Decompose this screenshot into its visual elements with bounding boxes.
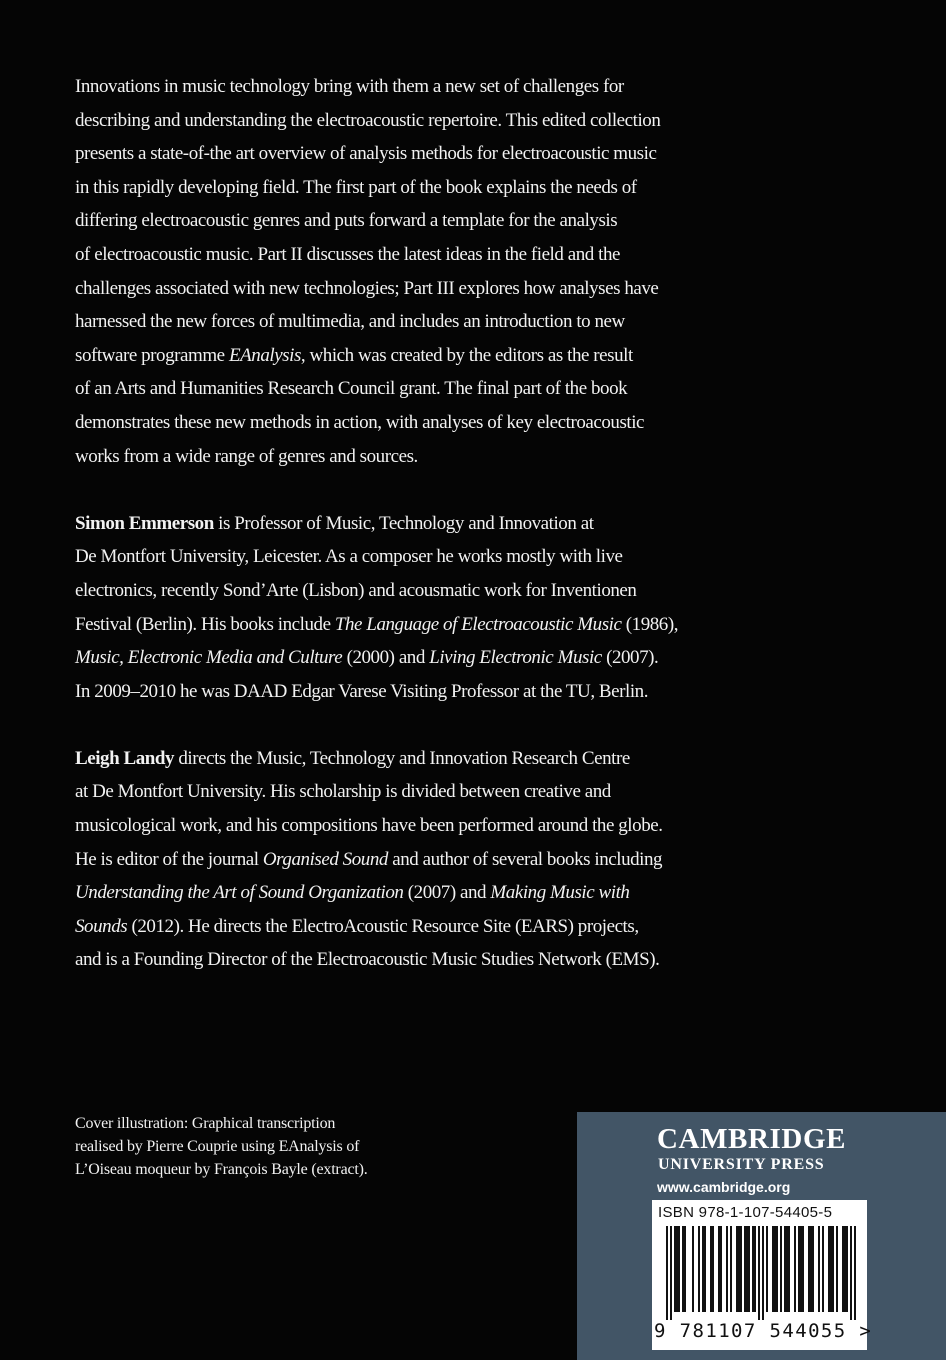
bio-line: at De Montfort University. His scholarship is divided between creative and — [75, 781, 611, 803]
barcode-bar — [730, 1226, 732, 1312]
bio-line — [75, 742, 885, 776]
barcode-bar — [678, 1226, 680, 1312]
text-run: Festival (Berlin). His books include — [75, 613, 335, 635]
barcode-bar — [744, 1226, 746, 1312]
barcode-bar — [818, 1226, 820, 1312]
journal-title: Organised Sound — [262, 848, 388, 870]
barcode-bar — [726, 1226, 728, 1312]
barcode-bar — [800, 1226, 802, 1312]
description-line — [75, 339, 885, 373]
barcode-bar — [704, 1226, 706, 1312]
book-title: Understanding the Art of Sound Organization — [75, 882, 404, 904]
back-cover-text — [75, 70, 885, 1011]
bio-line: In 2009–2010 he was DAAD Edgar Varese Visiting Professor at the TU, Berlin. — [75, 680, 649, 702]
barcode-bar — [830, 1226, 832, 1312]
barcode-bar — [812, 1226, 814, 1312]
barcode-bar — [786, 1226, 788, 1312]
barcode-bar — [712, 1226, 714, 1312]
publisher-logo-press: UNIVERSITY PRESS — [658, 1156, 825, 1173]
software-title: EAnalysis — [228, 344, 301, 366]
bio-line — [75, 641, 885, 675]
barcode-bar — [832, 1226, 834, 1312]
bio-line: electronics, recently Sond’Arte (Lisbon) and acousmatic work for Inventionen — [75, 579, 637, 601]
barcode-bar — [682, 1226, 684, 1312]
barcode-bar — [780, 1226, 782, 1312]
text-run: and author of several books including — [387, 848, 663, 870]
text-run: (2007). — [601, 647, 659, 669]
barcode-bar — [718, 1226, 720, 1312]
barcode-bar — [774, 1226, 776, 1312]
text-run: (2007) and — [403, 882, 491, 904]
book-title: Living Electronic Music — [429, 647, 602, 669]
text-run: software programme — [75, 344, 229, 366]
description-line: Innovations in music technology bring with them a new set of challenges for — [75, 76, 624, 97]
barcode-bar — [684, 1226, 686, 1312]
barcode-bar — [808, 1226, 810, 1312]
description-line: demonstrates these new methods in action, with analyses of key electroacoustic — [75, 411, 645, 433]
barcode-bar — [762, 1226, 764, 1320]
barcode-bar — [776, 1226, 778, 1312]
barcode-bar — [822, 1226, 824, 1312]
barcode-bar — [720, 1226, 722, 1312]
publisher-url: www.cambridge.org — [657, 1179, 791, 1195]
description-line: presents a state-of-the art overview of analysis methods for electroacoustic music — [75, 143, 657, 165]
bio-line: De Montfort University, Leicester. As a composer he works mostly with live — [75, 546, 623, 568]
barcode-bar — [828, 1226, 830, 1312]
barcode-bar — [702, 1226, 704, 1312]
barcode-bar — [738, 1226, 740, 1312]
barcode-bar — [758, 1226, 760, 1320]
editor-name: Simon Emmerson — [75, 512, 214, 534]
description-line: harnessed the new forces of multimedia, and includes an introduction to new — [75, 311, 625, 333]
bio-line: and is a Founding Director of the Electroacoustic Music Studies Network (EMS). — [75, 949, 660, 971]
description-line: in this rapidly developing field. The first part of the book explains the needs of — [75, 176, 637, 198]
editor-bio-landy — [75, 742, 885, 977]
barcode-bar — [784, 1226, 786, 1312]
barcode-bar — [844, 1226, 846, 1312]
barcode-bar — [666, 1226, 668, 1320]
text-run: (1986), — [621, 613, 679, 635]
publisher-panel — [577, 1112, 946, 1360]
barcode-bar — [794, 1226, 796, 1312]
description-line: differing electroacoustic genres and puts forward a template for the analysis — [75, 210, 618, 232]
barcode-bar — [740, 1226, 742, 1312]
description-line: describing and understanding the electroacoustic repertoire. This edited collection — [75, 109, 661, 131]
barcode-bar — [772, 1226, 774, 1312]
bio-line — [75, 608, 885, 642]
text-run: , which was created by the editors as the result — [300, 344, 633, 366]
barcode-bar — [752, 1226, 754, 1312]
credit-line: Cover illustration: Graphical transcription — [75, 1115, 336, 1132]
cover-illustration-credit — [75, 1112, 495, 1181]
credit-line: realised by Pierre Couprie using EAnalysis of — [75, 1138, 360, 1155]
bio-line — [75, 507, 885, 541]
bio-line — [75, 843, 885, 877]
ean-digits: 9 781107 544055 > — [654, 1320, 873, 1342]
barcode-bar — [854, 1226, 856, 1320]
barcode-bar — [798, 1226, 800, 1312]
publisher-logo-name: CAMBRIDGE — [657, 1123, 847, 1155]
barcode-bar — [748, 1226, 750, 1312]
editor-name: Leigh Landy — [75, 747, 175, 769]
credit-line: L’Oiseau moqueur by François Bayle (extract). — [75, 1161, 368, 1178]
text-run: He is editor of the journal — [75, 848, 263, 870]
bio-line: musicological work, and his compositions have been performed around the globe. — [75, 815, 663, 837]
barcode-bar — [746, 1226, 748, 1312]
book-title: The Language of Electroacoustic Music — [334, 613, 622, 635]
description-line: challenges associated with new technologies; Part III explores how analyses have — [75, 277, 659, 299]
bio-line — [75, 910, 885, 944]
barcode-bar — [810, 1226, 812, 1312]
barcode-bar — [788, 1226, 790, 1312]
barcode-bar — [710, 1226, 712, 1312]
barcode-bar — [754, 1226, 756, 1312]
text-run: (2000) and — [342, 647, 430, 669]
barcode-bar — [846, 1226, 848, 1312]
description-line: of an Arts and Humanities Research Council grant. The final part of the book — [75, 378, 628, 400]
barcode-bar — [676, 1226, 678, 1312]
barcode-bar — [766, 1226, 768, 1312]
barcode-bar — [674, 1226, 676, 1312]
barcode-bar — [802, 1226, 804, 1312]
barcode-bar — [670, 1226, 672, 1320]
book-title: Making Music with — [490, 882, 630, 904]
bio-line — [75, 876, 885, 910]
text-run: (2012). He directs the ElectroAcoustic Resource Site (EARS) projects, — [127, 915, 639, 937]
barcode-bar — [842, 1226, 844, 1312]
isbn-label: ISBN 978-1-107-54405-5 — [658, 1204, 833, 1221]
editor-bio-emmerson — [75, 507, 885, 709]
book-title: Music, Electronic Media and Culture — [75, 647, 343, 669]
barcode-bar — [692, 1226, 694, 1312]
barcode-bar — [736, 1226, 738, 1312]
description-line: works from a wide range of genres and sources. — [75, 445, 418, 467]
barcode-bar — [836, 1226, 838, 1312]
description-line: of electroacoustic music. Part II discusses the latest ideas in the field and the — [75, 243, 620, 265]
isbn-barcode — [652, 1200, 873, 1350]
barcode-bar — [850, 1226, 852, 1320]
book-title: Sounds — [75, 915, 128, 937]
barcode-bar — [698, 1226, 700, 1312]
text-run: is Professor of Music, Technology and Innovation at — [213, 512, 594, 534]
text-run: directs the Music, Technology and Innovation Research Centre — [174, 747, 630, 769]
book-description — [75, 70, 885, 473]
barcode-bars — [658, 1226, 860, 1320]
